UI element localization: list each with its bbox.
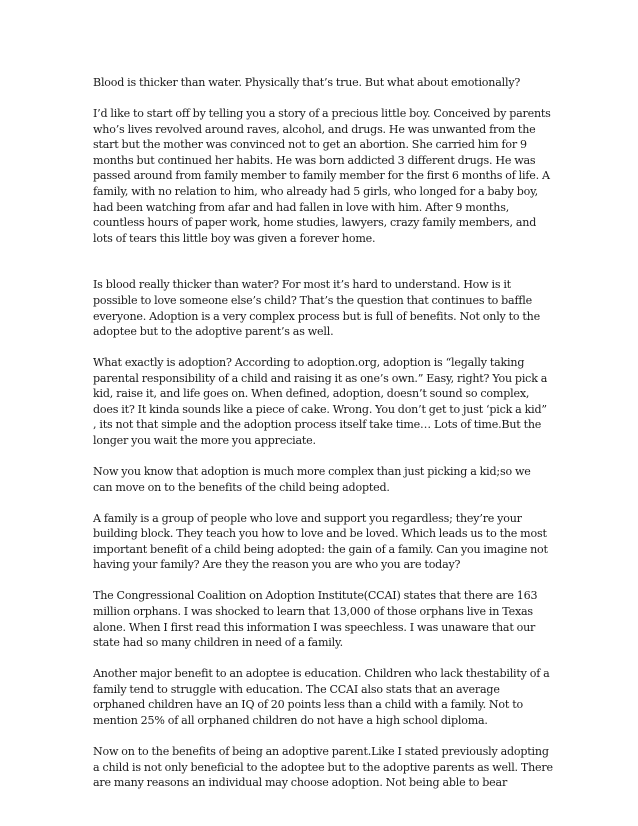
paragraph-blood-thicker: Is blood really thicker than water? For most it’s hard to understand. How is it possible to love someone else’s child? That’s the question that continues to baffle everyone. Adoption is a very complex process but is full of benefits. Not only to the adoptee but to the adoptive parent’s as well. [93,278,540,339]
document-body [93,75,553,806]
paragraph-opening-question: Blood is thicker than water. Physically that’s true. But what about emotionally? [93,76,521,89]
paragraph-what-is-adoption: What exactly is adoption? According to adoption.org, adoption is “legally taking parental responsibility of a child and raising it as one’s own.” Easy, right? You pick a kid, raise it, and life goes on. When defined, adoption, doesn’t sound so complex, does it? It kinda sounds like a piece of cake. Wrong. You don’t get to just ‘pick a kid” , its not that simple and the adoption process itself take time… Lots of time.But the longer you wait the more you appreciate. [93,356,548,448]
paragraph-story: I’d like to start off by telling you a story of a precious little boy. Conceived by parents who’s lives revolved around raves, alcohol, and drugs. He was unwanted from the start but the mother was convinced not to get an abortion. She carried him for 9 months but continued her habits. He was born addicted 3 different drugs. He was passed around from family member to family member for the first 6 months of life. A family, with no relation to him, who already had 5 girls, who longed for a baby boy, had been watching from afar and had fallen in love with him. After 9 months, countless hours of paper work, home studies, lawyers, crazy family members, and lots of tears this little boy was given a forever home. [93,106,551,245]
paragraph-adoptive-parent: Now on to the benefits of being an adoptive parent.Like I stated previously adopting a child is not only beneficial to the adoptee but to the adoptive parents as well. There are many reasons an individual may choose adoption. Not being able to bear [93,744,553,790]
paragraph-ccai-orphans: The Congressional Coalition on Adoption Institute(CCAI) states that there are 163 million orphans. I was shocked to learn that 13,000 of those orphans live in Texas alone. When I first read this information I was speechless. I was unaware that our state had so many children in need of a family. [93,589,538,650]
paragraph-transition: Now you know that adoption is much more complex than just picking a kid;so we can move on to the benefits of the child being adopted. [93,465,531,494]
paragraph-education: Another major benefit to an adoptee is education. Children who lack thestability of a family tend to struggle with education. The CCAI also stats that an average orphaned children have an IQ of 20 points less than a child with a family. Not to mention 25% of all orphaned children do not have a high school diploma. [93,667,550,727]
paragraph-family: A family is a group of people who love and support you regardless; they’re your building block. They teach you how to love and be loved. Which leads us to the most important benefit of a child being adopted: the gain of a family. Can you imagine not having your family? Are they the reason you are who you are today? [93,511,548,572]
